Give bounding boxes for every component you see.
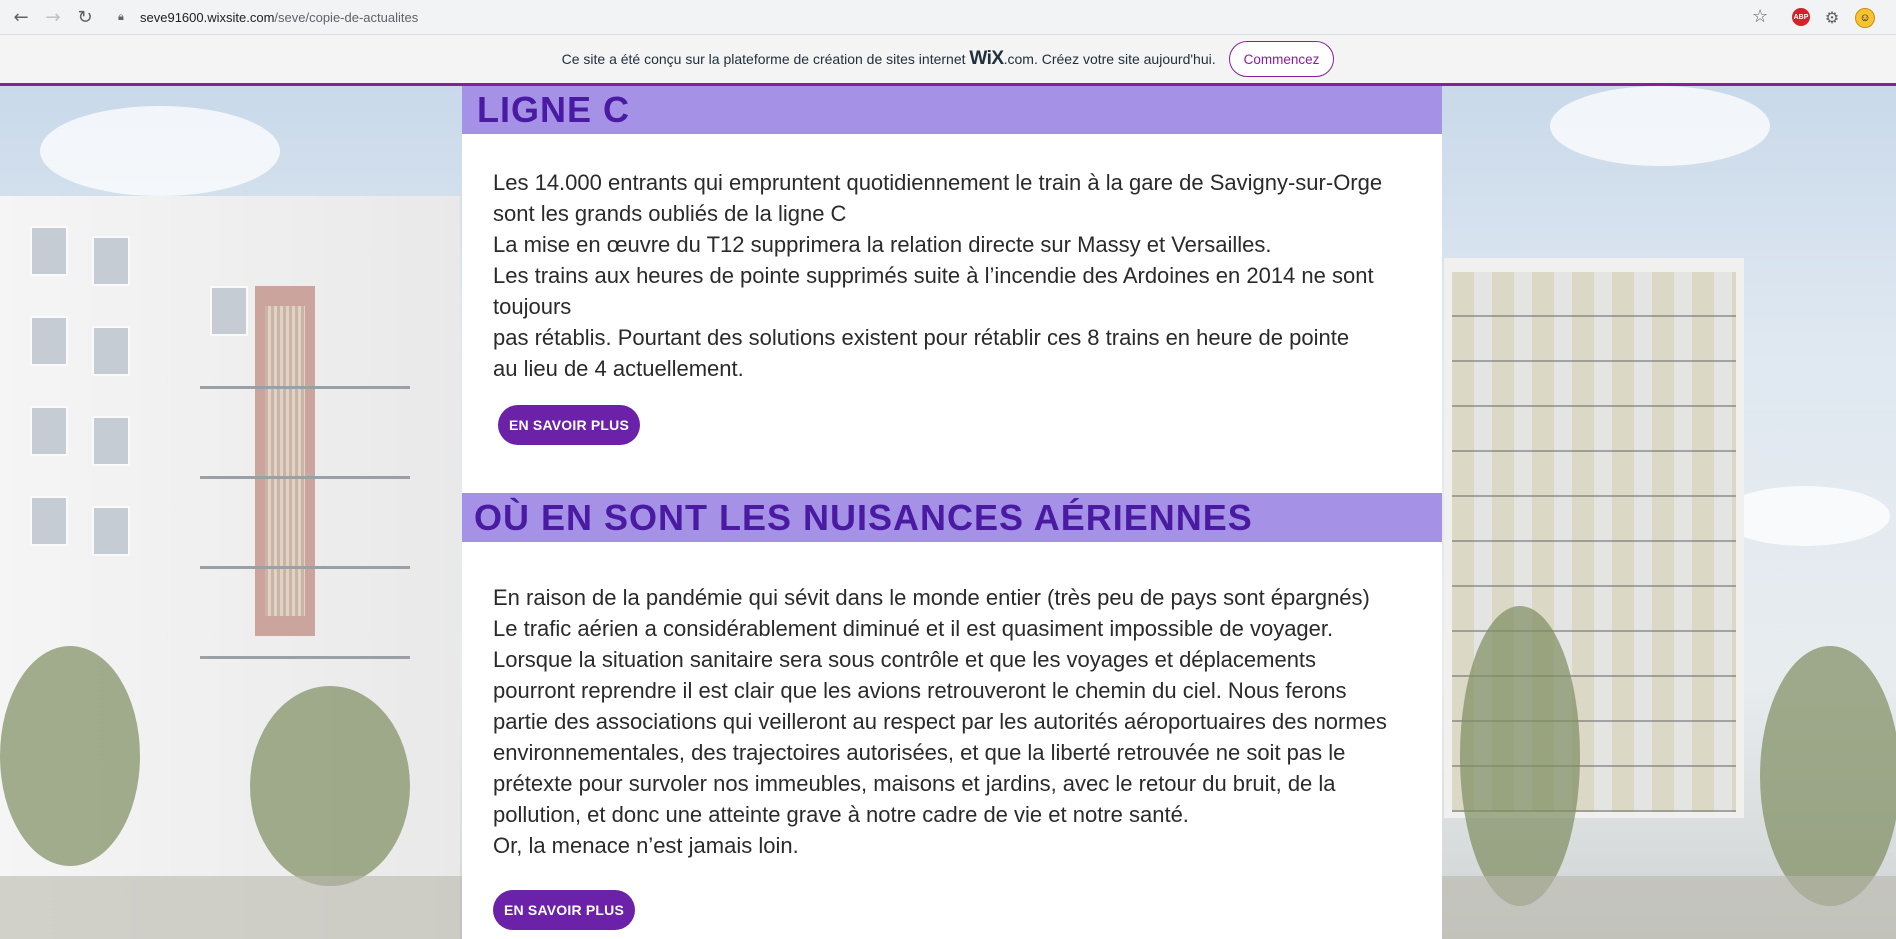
profile-avatar-icon[interactable]: ☺ bbox=[1855, 8, 1875, 28]
puzzle-icon[interactable]: ⚙ bbox=[1824, 7, 1840, 27]
lock-icon[interactable]: 🔒︎ bbox=[118, 10, 124, 23]
text-line: Or, la menace n’est jamais loin. bbox=[493, 833, 799, 858]
learn-more-button-nuisances[interactable]: EN SAVOIR PLUS bbox=[493, 890, 635, 930]
content-column bbox=[462, 86, 1442, 939]
text-line: Lorsque la situation sanitaire sera sous contrôle et que les voyages et déplacements bbox=[493, 647, 1317, 672]
reload-icon[interactable]: ↻ bbox=[77, 6, 93, 28]
browser-toolbar bbox=[0, 0, 1896, 35]
learn-more-button-ligne-c[interactable]: EN SAVOIR PLUS bbox=[498, 405, 640, 445]
text-line: pollution, et donc une atteinte grave à notre cadre de vie et notre santé. bbox=[493, 802, 1189, 827]
text-line: Le trafic aérien a considérablement diminué et il est quasiment impossible de voyager. bbox=[493, 616, 1334, 641]
text-line: En raison de la pandémie qui sévit dans le monde entier (très peu de pays sont épargnés) bbox=[493, 585, 1370, 610]
text-line: pourront reprendre il est clair que les avions retrouveront le chemin du ciel. Nous ferons bbox=[493, 678, 1347, 703]
text-line: Les 14.000 entrants qui empruntent quotidiennement le train à la gare de Savigny-sur-Orge bbox=[493, 170, 1383, 195]
banner-text-after: .com. Créez votre site aujourd'hui. bbox=[1003, 51, 1216, 67]
url-domain: seve91600.wixsite.com bbox=[140, 9, 275, 25]
star-icon[interactable]: ☆ bbox=[1752, 6, 1769, 27]
text-line: sont les grands oubliés de la ligne C bbox=[493, 201, 847, 226]
text-line: Les trains aux heures de pointe supprimés suite à l’incendie des Ardoines en 2014 ne sont bbox=[493, 263, 1374, 288]
start-button[interactable]: Commencez bbox=[1229, 41, 1335, 77]
section-body-ligne-c bbox=[493, 167, 1382, 384]
section-body-nuisances bbox=[493, 582, 1387, 861]
text-line: au lieu de 4 actuellement. bbox=[493, 356, 744, 381]
text-line: prétexte pour survoler nos immeubles, maisons et jardins, avec le retour du bruit, de la bbox=[493, 771, 1336, 796]
text-line: partie des associations qui veilleront au respect par les autorités aéroportuaires des normes bbox=[493, 709, 1387, 734]
address-bar[interactable] bbox=[110, 4, 1755, 30]
section-header-nuisances bbox=[462, 493, 1442, 542]
text-line: La mise en œuvre du T12 supprimera la relation directe sur Massy et Versailles. bbox=[493, 232, 1272, 257]
back-icon[interactable]: ← bbox=[13, 6, 29, 28]
section-title: OÙ EN SONT LES NUISANCES AÉRIENNES bbox=[474, 496, 1253, 538]
forward-icon[interactable]: → bbox=[45, 6, 61, 28]
text-line: pas rétablis. Pourtant des solutions existent pour rétablir ces 8 trains en heure de pointe bbox=[493, 325, 1350, 350]
banner-text-before: Ce site a été conçu sur la plateforme de création de sites internet bbox=[561, 51, 966, 67]
adblock-icon[interactable]: ABP bbox=[1792, 8, 1810, 26]
text-line: toujours bbox=[493, 294, 572, 319]
url-path: /seve/copie-de-actualites bbox=[274, 9, 419, 25]
section-title: LIGNE C bbox=[477, 89, 631, 130]
wix-ad-banner bbox=[0, 35, 1896, 86]
banner-text bbox=[562, 48, 1216, 70]
text-line: environnementales, des trajectoires autorisées, et que la liberté retrouvée ne soit pas le bbox=[493, 740, 1346, 765]
section-header-ligne-c bbox=[462, 86, 1442, 134]
wix-logo: WiX bbox=[969, 48, 1004, 69]
